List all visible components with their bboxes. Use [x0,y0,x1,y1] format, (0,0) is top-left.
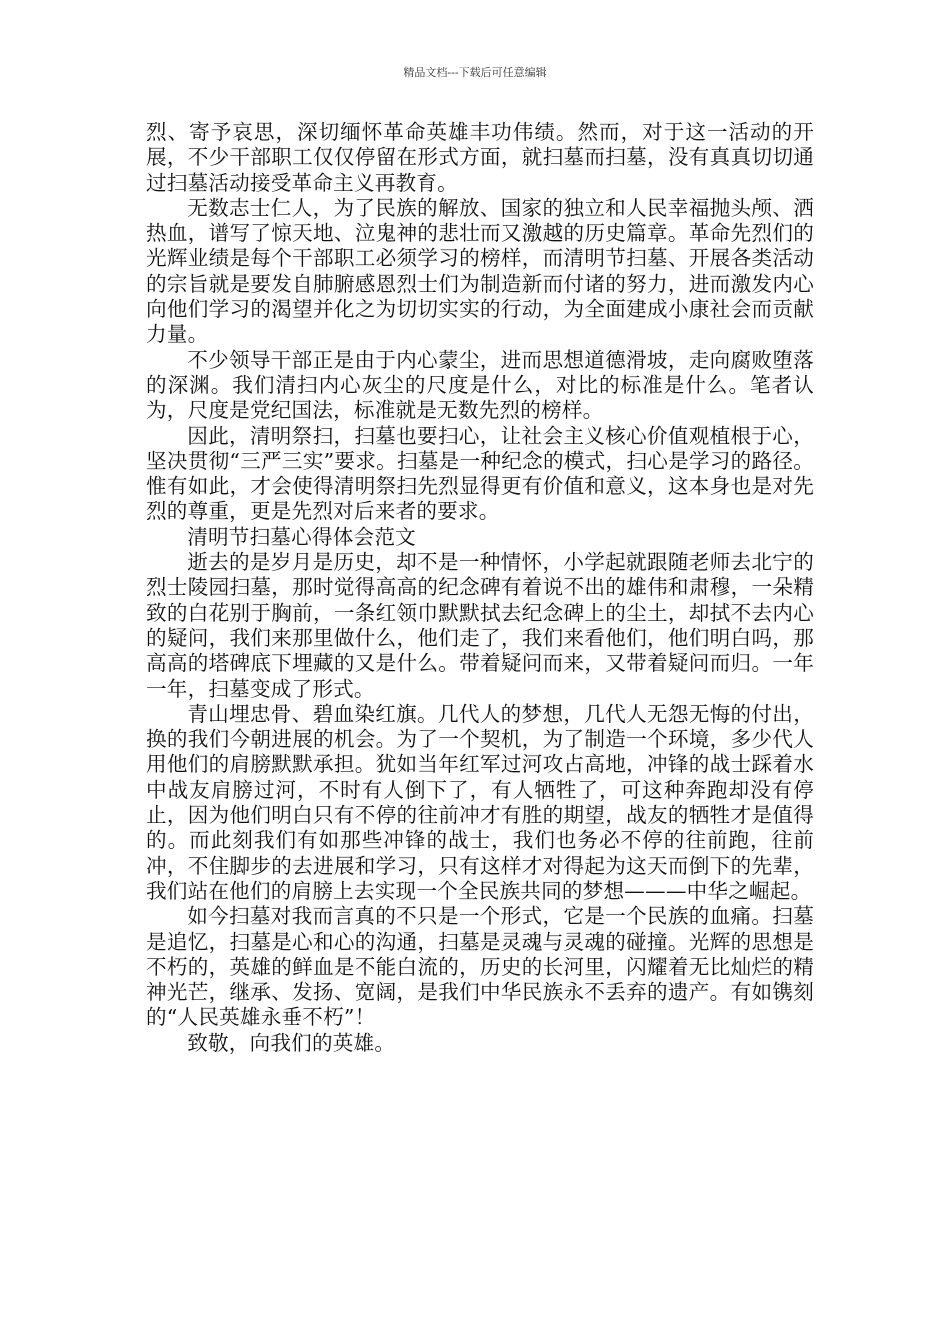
page-header: 精品文档---下载后可任意编辑 [403,66,547,79]
paragraph-8: 致敬，向我们的英雄。 [187,1030,396,1055]
paragraph-6: 青山埋忠骨、碧血染红旗。几代人的梦想，几代人无怨无悔的付出，换的我们今朝进展的机会。为了一个契机，为了制造一个环境，多少代人用他们的肩膀默默承担。犹如当年红军过河攻占高地，冲锋的战士踩着水中战友肩膀过河，不时有人倒下了，有人牺牲了，可这种奔跑却没有停止，因为他们明白只有不停的往前冲才有胜的期望，战友的牺牲才是值得的。而此刻我们有如那些冲锋的战士，我们也务必不停的往前跑，往前冲，不住脚步的去进展和学习，只有这样才对得起为这天而倒下的先辈，我们站在他们的肩膀上去实现一个全民族共同的梦想———中华之崛起。 [146,701,814,903]
paragraph-3: 不少领导干部正是由于内心蒙尘，进而思想道德滑坡，走向腐败堕落的深渊。我们清扫内心灰尘的尺度是什么，对比的标准是什么。笔者认为，尺度是党纪国法，标准就是无数先烈的榜样。 [146,347,814,423]
section-title: 清明节扫墓心得体会范文 [187,524,416,549]
document-body [146,120,814,1056]
paragraph-4: 因此，清明祭扫，扫墓也要扫心，让社会主义核心价值观植根于心，坚决贯彻“三严三实”要求。扫墓是一种纪念的模式，扫心是学习的路径。惟有如此，才会使得清明祭扫先烈显得更有价值和意义，这本身也是对先烈的尊重，更是先烈对后来者的要求。 [146,423,814,524]
paragraph-1: 烈、寄予哀思，深切缅怀革命英雄丰功伟绩。然而，对于这一活动的开展，不少干部职工仅仅停留在形式方面，就扫墓而扫墓，没有真真切切通过扫墓活动接受革命主义再教育。 [146,120,814,195]
paragraph-7: 如今扫墓对我而言真的不只是一个形式，它是一个民族的血痛。扫墓是追忆，扫墓是心和心的沟通，扫墓是灵魂与灵魂的碰撞。光辉的思想是不朽的，英雄的鲜血是不能白流的，历史的长河里，闪耀着无比灿烂的精神光芒，继承、发扬、宽阔，是我们中华民族永不丢弃的遗产。有如镌刻的“人民英雄永垂不朽”！ [146,904,814,1030]
paragraph-2: 无数志士仁人，为了民族的解放、国家的独立和人民幸福抛头颅、洒热血，谱写了惊天地、泣鬼神的悲壮而又激越的历史篇章。革命先烈们的光辉业绩是每个干部职工必须学习的榜样，而清明节扫墓、开展各类活动的宗旨就是要发自肺腑感恩烈士们为制造新而付诸的努力，进而激发内心向他们学习的渴望并化之为切切实实的行动，为全面建成小康社会而贡献力量。 [146,195,814,347]
paragraph-5: 逝去的是岁月是历史，却不是一种情怀，小学起就跟随老师去北宁的烈士陵园扫墓，那时觉得高高的纪念碑有着说不出的雄伟和肃穆，一朵精致的白花别于胸前，一条红领巾默默拭去纪念碑上的尘土，却拭不去内心的疑问，我们来那里做什么，他们走了，我们来看他们，他们明白吗，那高高的塔碑底下埋藏的又是什么。带着疑问而来，又带着疑问而归。一年一年，扫墓变成了形式。 [146,550,814,701]
